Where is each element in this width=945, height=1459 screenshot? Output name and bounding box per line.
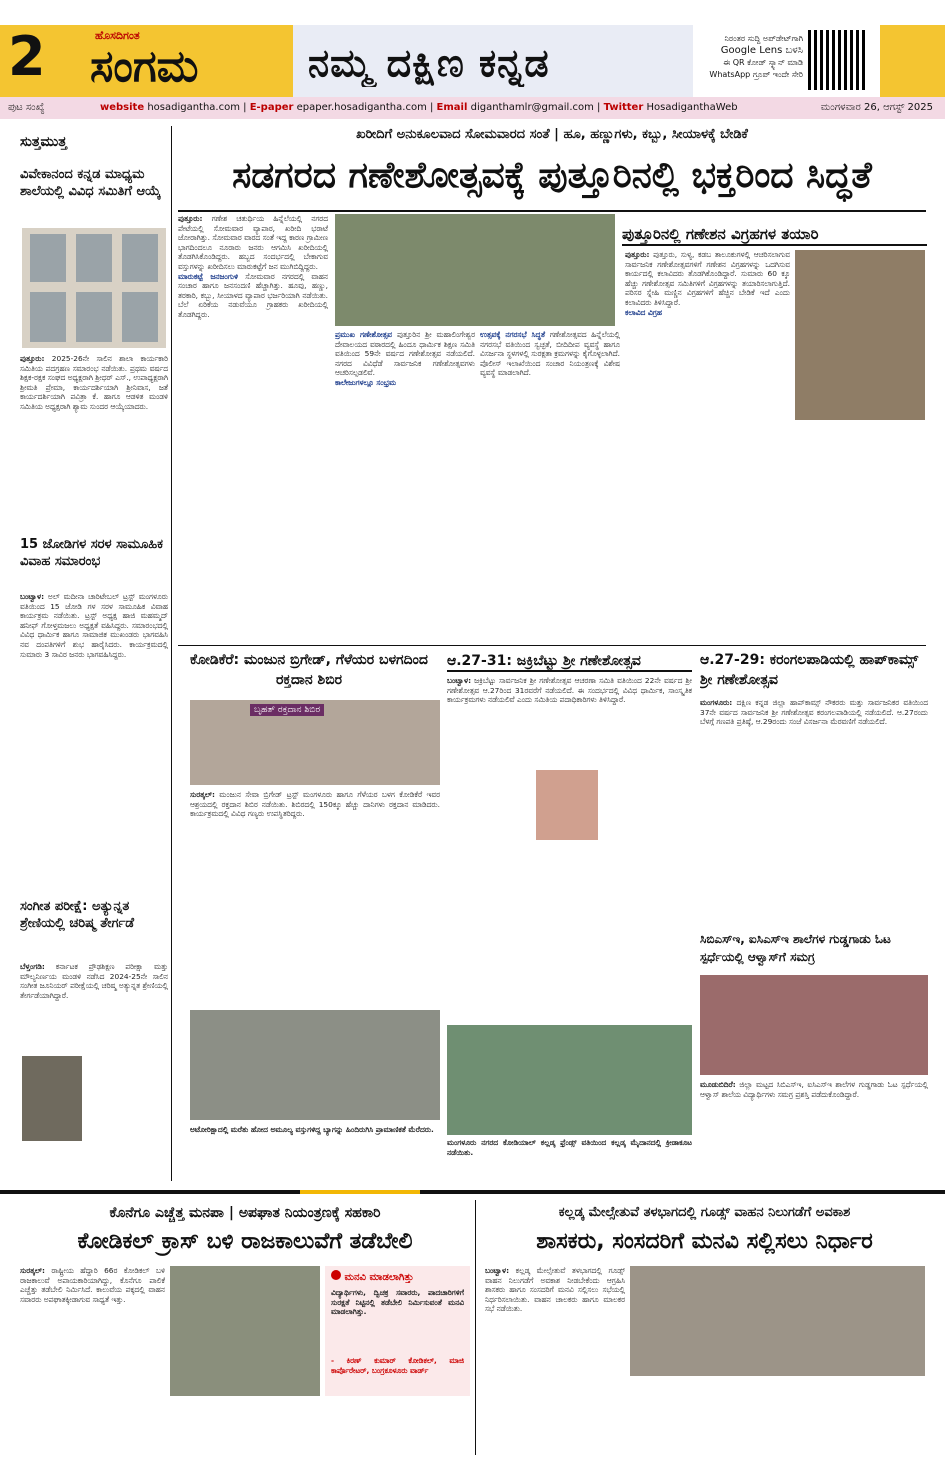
subheading: ಮಾರುಕಟ್ಟೆ ಜನಜಂಗುಳಿ [178, 271, 239, 281]
banner-text: ಬೃಹತ್ ರಕ್ತದಾನ ಶಿಬಿರ [250, 704, 324, 716]
quote-title-text: ಮನವಿ ಮಾಡಲಾಗಿತ್ತು [344, 1272, 414, 1283]
photo-caption: ಮಂಗಳೂರು ನಗರದ ಕೋಡಿಯಾಲ್ ಕಲ್ಲಡ್ಕ ಫ್ರೆಂಡ್ಸ್ ವತಿಯಿಂದ ಕಲ್ಲಡ್ಕ ಮೈದಾನದಲ್ಲಿ ಕ್ರೀಡಾಕೂಟ ನಡೆಯಿತು. [447, 1138, 692, 1157]
kodikere-body [190, 790, 440, 968]
story-headline: ಸಂಗೀತ ಪರೀಕ್ಷೆ: ಅತ್ಯುನ್ನತ ಶ್ರೇಣಿಯಲ್ಲಿ ಚರಿಷ್ಮ ತೇರ್ಗಡೆ [20, 899, 135, 931]
lead-headline: ಸಡಗರದ ಗಣೇಶೋತ್ಸವಕ್ಕೆ ಪುತ್ತೂರಿನಲ್ಲಿ ಭಕ್ತರಿಂದ ಸಿದ್ಧತೆ [232, 155, 872, 196]
story-text: ದಕ್ಷಿಣ ಕನ್ನಡ ಜಿಲ್ಲಾ ಹಾಪ್‌ಕಾಮ್ಸ್ ನೌಕರರು ಮತ್ತು ಸಾರ್ವಜನಿಕರ ವತಿಯಿಂದ 37ನೇ ವರ್ಷದ ಸಾರ್ವಜನಿಕ ಶ್ರೀ ಗಣೇಶೋತ್ಸವ ಕರಂಗಲಪಾಡಿಯಲ್ಲಿ ನಡೆಯಲಿದೆ. ಆ.27ರಂದು ಬೆಳಗ್ಗೆ ಗಣಪತಿ ಪ್ರತಿಷ್ಠೆ, ಆ.29ರಂದು ಸಂಜೆ ವಿಸರ್ಜನಾ ಮೆರವಣಿಗೆ ನಡೆಯಲಿದೆ. [700, 698, 928, 727]
edition-banner [293, 25, 693, 97]
lead-body-col1 [178, 214, 328, 644]
byline: ಬಂಟ್ವಾಳ: [20, 592, 45, 601]
qr-promo-text [693, 25, 803, 97]
bottom-divider [0, 1190, 945, 1194]
story-headline: ವಿವೇಕಾನಂದ ಕನ್ನಡ ಮಾಧ್ಯಮ ಶಾಲೆಯಲ್ಲಿ ವಿವಿಧ ಸಮಿತಿಗೆ ಆಯ್ಕೆ [20, 167, 161, 199]
subheading: ಕಲಾವಿದ ವಿಗ್ರಹ [625, 307, 663, 317]
drop-icon [331, 1270, 341, 1280]
info-strip: ಪುಟ ಸಂಖ್ಯೆ website hosadigantha.com | E-paper epaper.hosadigantha.com | Email diganthamlr@gmail.com | Twitter HosadiganthaWeb ಮಂಗಳವಾರ 26, ಆಗಸ್ಟ್ 2025 [0, 97, 945, 119]
story-text: ಸೋಮವಾರ ನಗರದಲ್ಲಿ ವಾಹನ ಸಂಚಾರ ಹಾಗೂ ಜನಸಂದಣಿ ಹೆಚ್ಚಾಗಿತ್ತು. ಹೂವು, ಹಣ್ಣು, ತರಕಾರಿ, ಕಬ್ಬು, ಸೀಯಾಳದ ವ್ಯಾಪಾರ ಭರ್ಜರಿಯಾಗಿ ನಡೆಯಿತು. ಬೆಲೆ ಏರಿಕೆಯ ನಡುವೆಯೂ ಗ್ರಾಹಕರು ಖರೀದಿಯಲ್ಲಿ ತೊಡಗಿದ್ದರು. [178, 271, 328, 319]
karangalpady-body [700, 698, 928, 916]
sports-headline: ಸಿಬಿಎಸ್‌ಇ, ಐಸಿಎಸ್‌ಇ ಶಾಲೆಗಳ ಗುಡ್ಡಗಾಡು ಓಟ ಸ್ಪರ್ಧೆಯಲ್ಲಿ ಆಳ್ವಾಸ್‌ಗೆ ಸಮಗ್ರ [700, 932, 891, 964]
story-body [20, 354, 168, 524]
story-text: ಜಿಲ್ಲಾ ಮಟ್ಟದ ಸಿಬಿಎಸ್‌ಇ, ಐಸಿಎಸ್‌ಇ ಶಾಲೆಗಳ ಗುಡ್ಡಗಾಡು ಓಟ ಸ್ಪರ್ಧೆಯಲ್ಲಿ ಆಳ್ವಾಸ್ ಶಾಲೆಯ ವಿದ್ಯಾರ್ಥಿಗಳು ಸಮಗ್ರ ಪ್ರಶಸ್ತಿ ಪಡೆದುಕೊಂಡಿದ್ದಾರೆ. [700, 1080, 928, 1099]
story-text: ಕರ್ನಾಟಕ ಪ್ರೌಢಶಿಕ್ಷಣ ಪರೀಕ್ಷಾ ಮತ್ತು ಮೌಲ್ಯನಿರ್ಣಯ ಮಂಡಳಿ ನಡೆಸಿದ 2024-25ನೇ ಸಾಲಿನ ಸಂಗೀತ ಜೂನಿಯರ್ ಪರೀಕ್ಷೆಯಲ್ಲಿ ಚರಿಷ್ಮ ಅತ್ಯುನ್ನತ ಶ್ರೇಣಿಯಲ್ಲಿ ತೇರ್ಗಡೆಯಾಗಿದ್ದಾರೆ. [20, 962, 168, 1000]
promo-line: WhatsApp ಗ್ರೂಪ್ ಇಂದೇ ಸೇರಿ [709, 70, 803, 79]
byline: ಪುತ್ತೂರು: [178, 214, 203, 223]
headline-rule [178, 210, 926, 212]
story-body [20, 962, 168, 1042]
meeting-photo [630, 1266, 925, 1376]
story-text: ಮಂಜುನ ಸೇವಾ ಬ್ರಿಗೇಡ್ ಟ್ರಸ್ಟ್ ಮಂಗಳೂರು ಹಾಗೂ ಗೆಳೆಯರ ಬಳಗ ಕೋಡಿಕೆರೆ ಇವರ ಆಶ್ರಯದಲ್ಲಿ ರಕ್ತದಾನ ಶಿಬಿರ ನಡೆಯಿತು. ಶಿಬಿರದಲ್ಲಿ 150ಕ್ಕೂ ಹೆಚ್ಚು ದಾನಿಗಳು ರಕ್ತದಾನ ಮಾಡಿದರು. ಕಾರ್ಯಕ್ರಮದಲ್ಲಿ ವಿವಿಧ ಗಣ್ಯರು ಉಪಸ್ಥಿತರಿದ್ದರು. [190, 790, 440, 819]
issue-date: ಮಂಗಳವಾರ 26, ಆಗಸ್ಟ್ 2025 [820, 102, 933, 113]
subheading: ಕಾಲೇಜುಗಳಲ್ಲೂ ಸಂಭ್ರಮ [335, 377, 397, 387]
student-photo [22, 1056, 82, 1141]
sports-body [700, 1080, 928, 1176]
byline: ಬೆಳ್ತಂಗಡಿ: [20, 962, 45, 971]
bottom-left-body [20, 1266, 165, 1451]
story-text: ಜಕ್ರಿಬೆಟ್ಟು ಸಾರ್ವಜನಿಕ ಶ್ರೀ ಗಣೇಶೋತ್ಸವ ಆಚರಣಾ ಸಮಿತಿ ವತಿಯಿಂದ 22ನೇ ವರ್ಷದ ಶ್ರೀ ಗಣೇಶೋತ್ಸವ ಆ.27ರಿಂದ 31ರವರೆಗೆ ನಡೆಯಲಿದೆ. ಈ ಸಂದರ್ಭದಲ್ಲಿ ವಿವಿಧ ಧಾರ್ಮಿಕ, ಸಾಂಸ್ಕೃತಿಕ ಕಾರ್ಯಕ್ರಮಗಳು ನಡೆಯಲಿವೆ ಎಂದು ಸಮಿತಿಯ ಪದಾಧಿಕಾರಿಗಳು ತಿಳಿಸಿದ್ದಾರೆ. [447, 676, 692, 705]
photo-caption: ಅಟೋರಿಕ್ಷಾದಲ್ಲಿ ಮರೆತು ಹೋದ ಅಮೂಲ್ಯ ವಸ್ತುಗಳಿದ್ದ ಬ್ಯಾಗನ್ನು ಹಿಂದಿರುಗಿಸಿ ಪ್ರಾಮಾಣಿಕತೆ ಮೆರೆದರು. [190, 1125, 434, 1134]
twitter-label: Twitter [603, 102, 644, 113]
email-label: Email [436, 102, 468, 113]
byline: ಸುರತ್ಕಲ್: [190, 790, 215, 799]
market-photo [335, 214, 615, 326]
bottom-divider-accent [300, 1190, 420, 1194]
section-logo: ಸುತ್ತಮುತ್ತ [20, 134, 67, 150]
quote-box [325, 1266, 470, 1396]
promo-line: ನಿರಂತರ ಸುದ್ದಿ ಅಪ್‌ಡೇಟ್‌ಗಾಗಿ [724, 34, 803, 43]
bottom-right-kicker: ಕಲ್ಲಡ್ಕ ಮೇಲ್ಸೇತುವೆ ತಳಭಾಗದಲ್ಲಿ ಗೂಡ್ಸ್ ವಾಹನ ನಿಲುಗಡೆಗೆ ಅವಕಾಶ [558, 1205, 851, 1220]
brand-small: ಹೊಸದಿಗಂತ [95, 29, 140, 42]
portraits-photo [22, 228, 166, 348]
page-label: ಪುಟ ಸಂಖ್ಯೆ [8, 102, 45, 113]
epaper-link[interactable]: epaper.hosadigantha.com [296, 102, 427, 113]
section-rule [178, 645, 926, 646]
bottom-left-kicker: ಕೊನೆಗೂ ಎಚ್ಚೆತ್ತ ಮನಪಾ | ಅಪಘಾತ ನಿಯಂತ್ರಣಕ್ಕೆ ಸಹಕಾರಿ [109, 1205, 381, 1221]
canal-photo [170, 1266, 320, 1396]
story-text: ಅಲ್ ಮದೀನಾ ಚಾರಿಟೇಬಲ್ ಟ್ರಸ್ಟ್ ಮಂಗಳೂರು ವತಿಯಿಂದ 15 ಜೋಡಿ ಗಳ ಸರಳ ಸಾಮೂಹಿಕ ವಿವಾಹ ಕಾರ್ಯಕ್ರಮ ನಡೆಯಿತು. ಟ್ರಸ್ಟ್ ಅಧ್ಯಕ್ಷ ಹಾಜಿ ಮಹಮ್ಮದ್ ಹನೀಫ್ ಗೋಳ್ತಮಜಲು ಅಧ್ಯಕ್ಷತೆ ವಹಿಸಿದ್ದರು. ಸಮಾರಂಭದಲ್ಲಿ ವಿವಿಧ ಧಾರ್ಮಿಕ ಹಾಗೂ ಸಾಮಾಜಿಕ ಮುಖಂಡರು ಭಾಗವಹಿಸಿ ನವ ದಂಪತಿಗಳಿಗೆ ಶುಭ ಹಾರೈಸಿದರು. ಕಾರ್ಯಕ್ರಮದಲ್ಲಿ ಸುಮಾರು 3 ಸಾವಿರ ಜನರು ಭಾಗವಹಿಸಿದ್ದರು. [20, 592, 168, 659]
subheading: ಉತ್ಸವಕ್ಕೆ ನಗರಸಭೆ ಸಿದ್ಧತೆ [480, 330, 546, 339]
byline: ಪುತ್ತೂರು: [20, 354, 45, 363]
quote-body: ವಿದ್ಯಾರ್ಥಿಗಳು, ದ್ವಿಚಕ್ರ ಸವಾರರು, ಪಾದಚಾರಿಗಳಿಗೆ ಸುರಕ್ಷತೆ ನಿಟ್ಟಿನಲ್ಲಿ ತಡೆಬೇಲಿ ನಿರ್ಮಿಸುವಂತೆ ಮನವಿ ಮಾಡಲಾಗಿತ್ತು. [331, 1288, 464, 1317]
story-text: 2025-26ನೇ ಸಾಲಿನ ಶಾಲಾ ಕಾರ್ಯಕಾರಿ ಸಮಿತಿಯ ಪದಗ್ರಹಣ ಸಮಾರಂಭ ನಡೆಯಿತು. ಪ್ರಥಮ ವರ್ಷದ ಶಿಕ್ಷಕ-ರಕ್ಷಕ ಸಂಘದ ಅಧ್ಯಕ್ಷರಾಗಿ ಶ್ರೀಧರ್ ಎಸ್., ಉಪಾಧ್ಯಕ್ಷರಾಗಿ ಶ್ರೀಮತಿ ಪ್ರೇಮಾ, ಕಾರ್ಯದರ್ಶಿಯಾಗಿ ಶ್ರೀನಿವಾಸ, ಜತೆ ಕಾರ್ಯದರ್ಶಿಯಾಗಿ ಪವಿತ್ರಾ ಕೆ. ಹಾಗೂ ಆಡಳಿತ ಮಂಡಳಿ ಸಮಿತಿಯ ಅಧ್ಯಕ್ಷರಾಗಿ ಶ್ಯಾಮ ಸುಂದರ ಆಯ್ಕೆಯಾದರು. [20, 354, 168, 411]
byline: ಪುತ್ತೂರು: [625, 250, 650, 259]
bottom-left-headline: ಕೋಡಿಕಲ್ ಕ್ರಾಸ್ ಬಳಿ ರಾಜಕಾಲುವೆಗೆ ತಡೆಬೇಲಿ [77, 1229, 413, 1254]
email-link[interactable]: diganthamlr@gmail.com [470, 102, 594, 113]
qr-code-icon[interactable] [808, 30, 868, 90]
promo-line: ಈ QR ಕೋಡ್ ಸ್ಕ್ಯಾನ್ ಮಾಡಿ [723, 58, 803, 67]
promo-line: Google Lens ಬಳಸಿ [720, 45, 803, 56]
story-text: ಗಣೇಶೋತ್ಸವದ ಹಿನ್ನೆಲೆಯಲ್ಲಿ ನಗರಸಭೆ ವತಿಯಿಂದ ಸ್ವಚ್ಛತೆ, ಬೀದಿದೀಪ ವ್ಯವಸ್ಥೆ ಹಾಗೂ ವಿಸರ್ಜನಾ ಸ್ಥಳಗಳಲ್ಲಿ ಸುರಕ್ಷತಾ ಕ್ರಮಗಳನ್ನು ಕೈಗೊಳ್ಳಲಾಗಿದೆ. ಪೊಲೀಸ್ ಇಲಾಖೆಯಿಂದ ಸಂಚಾರ ನಿಯಂತ್ರಣಕ್ಕೆ ವಿಶೇಷ ವ್ಯವಸ್ಥೆ ಮಾಡಲಾಗಿದೆ. [480, 330, 620, 378]
kodikere-headline: ಕೋಡಿಕೆರೆ: ಮಂಜುನ ಬ್ರಿಗೇಡ್, ಗೆಳೆಯರ ಬಳಗದಿಂದ ರಕ್ತದಾನ ಶಿಬಿರ [190, 652, 428, 688]
lead-body-col2 [335, 330, 475, 640]
story-text: ಕಲ್ಲಡ್ಕ ಮೇಲ್ಸೇತುವೆ ತಳಭಾಗದಲ್ಲಿ ಗೂಡ್ಸ್ ವಾಹನ ನಿಲುಗಡೆಗೆ ಅವಕಾಶ ನೀಡಬೇಕೆಂದು ಆಗ್ರಹಿಸಿ ಶಾಸಕರು ಹಾಗೂ ಸಂಸದರಿಗೆ ಮನವಿ ಸಲ್ಲಿಸಲು ಸಭೆಯಲ್ಲಿ ನಿರ್ಧರಿಸಲಾಯಿತು. ವಾಹನ ಚಾಲಕರು ಹಾಗೂ ಮಾಲಕರ ಸಭೆ ನಡೆಯಿತು. [485, 1266, 625, 1314]
subheading: ಪ್ರಮುಖ ಗಣೇಶೋತ್ಸವ [335, 330, 393, 339]
idols-headline: ಪುತ್ತೂರಿನಲ್ಲಿ ಗಣೇಶನ ವಿಗ್ರಹಗಳ ತಯಾರಿ [622, 222, 927, 246]
bottom-right-body [485, 1266, 625, 1451]
blood-camp-photo [190, 700, 440, 785]
story-text: ರಾಷ್ಟ್ರೀಯ ಹೆದ್ದಾರಿ 66ರ ಕೋಡಿಕಲ್ ಬಳಿ ರಾಜಕಾಲುವೆ ಅಪಾಯಕಾರಿಯಾಗಿದ್ದು, ಕೊನೆಗೂ ಪಾಲಿಕೆ ಎಚ್ಚೆತ್ತು ತಡೆಬೇಲಿ ನಿರ್ಮಿಸಿದೆ. ಕಾಲುವೆಯ ಪಕ್ಕದಲ್ಲಿ ವಾಹನ ಸವಾರರು ಅಪಘಾತಕ್ಕೀಡಾಗುವ ಸಾಧ್ಯತೆ ಇತ್ತು. [20, 1266, 165, 1304]
story-text: ಪುತ್ತೂರಿನ ಶ್ರೀ ಮಹಾಲಿಂಗೇಶ್ವರ ದೇವಾಲಯದ ವಠಾರದಲ್ಲಿ ಹಿಂದೂ ಧಾರ್ಮಿಕ ಶಿಕ್ಷಣ ಸಮಿತಿ ವತಿಯಿಂದ 59ನೇ ವರ್ಷದ ಗಣೇಶೋತ್ಸವ ನಡೆಯಲಿದೆ. ನಗರದ ವಿವಿಧೆಡೆ ಸಾರ್ವಜನಿಕ ಗಣೇಶೋತ್ಸವಗಳು ಆಚರಿಸಲ್ಪಡಲಿವೆ. [335, 330, 475, 378]
auto-bag-photo [190, 1010, 440, 1120]
lead-kicker: ಖರೀದಿಗೆ ಅನುಕೂಲವಾದ ಸೋಮವಾರದ ಸಂತೆ | ಹೂ, ಹಣ್ಣುಗಳು, ಕಬ್ಬು, ಸೀಯಾಳಕ್ಕೆ ಬೇಡಿಕೆ [356, 127, 748, 142]
page-number: 2 [8, 27, 46, 87]
column-divider [171, 126, 172, 1181]
karangalpady-headline: ಆ.27-29: ಕರಂಗಲಪಾಡಿಯಲ್ಲಿ ಹಾಪ್‌ಕಾಮ್ಸ್ ಶ್ರೀ ಗಣೇಶೋತ್ಸವ [700, 652, 919, 688]
masthead-brand-block [0, 25, 293, 97]
idols-body [625, 250, 790, 640]
bottom-right-headline: ಶಾಸಕರು, ಸಂಸದರಿಗೆ ಮನವಿ ಸಲ್ಲಿಸಲು ನಿರ್ಧಾರ [536, 1229, 873, 1254]
byline: ಬಂಟ್ವಾಳ: [447, 676, 472, 685]
story-text: ಪುತ್ತೂರು, ಸುಳ್ಯ, ಕಡಬ ತಾಲೂಕುಗಳಲ್ಲಿ ಆಚರಿಸಲಾಗುವ ಸಾರ್ವಜನಿಕ ಗಣೇಶೋತ್ಸವಗಳಿಗೆ ಗಣೇಶನ ವಿಗ್ರಹಗಳನ್ನು ಒದಗಿಸುವ ಕಾರ್ಯದಲ್ಲಿ ಕಲಾವಿದರು ತೊಡಗಿಕೊಂಡಿದ್ದಾರೆ. ಸುಮಾರು 60 ಕ್ಕೂ ಹೆಚ್ಚು ಗಣೇಶೋತ್ಸವ ಸಮಿತಿಗಳಿಗೆ ವಿಗ್ರಹಗಳನ್ನು ತಯಾರಿಸಲಾಗುತ್ತಿದೆ. ಪರಿಸರ ಸ್ನೇಹಿ ಮಣ್ಣಿನ ವಿಗ್ರಹಗಳಿಗೆ ಹೆಚ್ಚಿನ ಬೇಡಿಕೆ ಇದೆ ಎಂದು ಕಲಾವಿದರು ತಿಳಿಸಿದ್ದಾರೆ. [625, 250, 790, 307]
byline: ಸುರತ್ಕಲ್: [20, 1266, 45, 1275]
left-column [20, 126, 168, 1176]
twitter-link[interactable]: HosadiganthaWeb [646, 102, 738, 113]
epaper-label: E-paper [249, 102, 294, 113]
jakribettu-body [447, 676, 692, 1011]
students-photo [700, 975, 928, 1075]
ganesha-photo [536, 770, 598, 840]
website-link[interactable]: hosadigantha.com [147, 102, 240, 113]
sports-group-photo [447, 1025, 692, 1135]
quote-author: - ಕಿರಣ್ ಕುಮಾರ್ ಕೋಡಿಕಲ್, ಮಾಜಿ ಕಾರ್ಪೊರೇಟರ್, ಬಂಗ್ರಕೂಳೂರು ವಾರ್ಡ್ [331, 1356, 464, 1375]
lead-body-col3 [480, 330, 620, 640]
website-label: website [100, 102, 145, 113]
corner-accent [880, 25, 945, 97]
brand-title: ಸಂಗಮ [90, 41, 199, 92]
story-body [20, 592, 168, 892]
story-headline: 15 ಜೋಡಿಗಳ ಸರಳ ಸಾಮೂಹಿಕ ವಿವಾಹ ಸಮಾರಂಭ [20, 537, 164, 569]
byline: ಮಂಗಳೂರು: [700, 698, 733, 707]
edition-title: ನಮ್ಮ ದಕ್ಷಿಣ ಕನ್ನಡ [308, 41, 550, 85]
column-divider [475, 1200, 476, 1455]
byline: ಬಂಟ್ವಾಳ: [485, 1266, 510, 1275]
byline: ಮೂಡುಬಿದಿರೆ: [700, 1080, 736, 1089]
jakribettu-headline: ಆ.27-31: ಜಕ್ರಿಬೆಟ್ಟು ಶ್ರೀ ಗಣೇಶೋತ್ಸವ [447, 650, 692, 672]
quote-title [331, 1270, 414, 1283]
story-text: ಗಣೇಶ ಚತುರ್ಥಿಯ ಹಿನ್ನೆಲೆಯಲ್ಲಿ ನಗರದ ಪೇಟೆಯಲ್ಲಿ ಸೋಮವಾರ ವ್ಯಾಪಾರ, ಖರೀದಿ ಭರಾಟೆ ಜೋರಾಗಿತ್ತು. ಸೋಮವಾರ ವಾರದ ಸಂತೆ ಇದ್ದ ಕಾರಣ ಗ್ರಾಮೀಣ ಭಾಗದಿಂದಲೂ ನೂರಾರು ಜನರು ಆಗಮಿಸಿ ಖರೀದಿಯಲ್ಲಿ ತೊಡಗಿಸಿಕೊಂಡಿದ್ದರು. ಹಬ್ಬದ ಸಂದರ್ಭದಲ್ಲಿ ಬೇಕಾಗುವ ವಸ್ತುಗಳನ್ನು ಖರೀದಿಸಲು ಮಾರುಕಟ್ಟೆಗೆ ಜನ ಮುಗಿಬಿದ್ದಿದ್ದರು. [178, 214, 328, 271]
idol-photo [795, 250, 925, 420]
